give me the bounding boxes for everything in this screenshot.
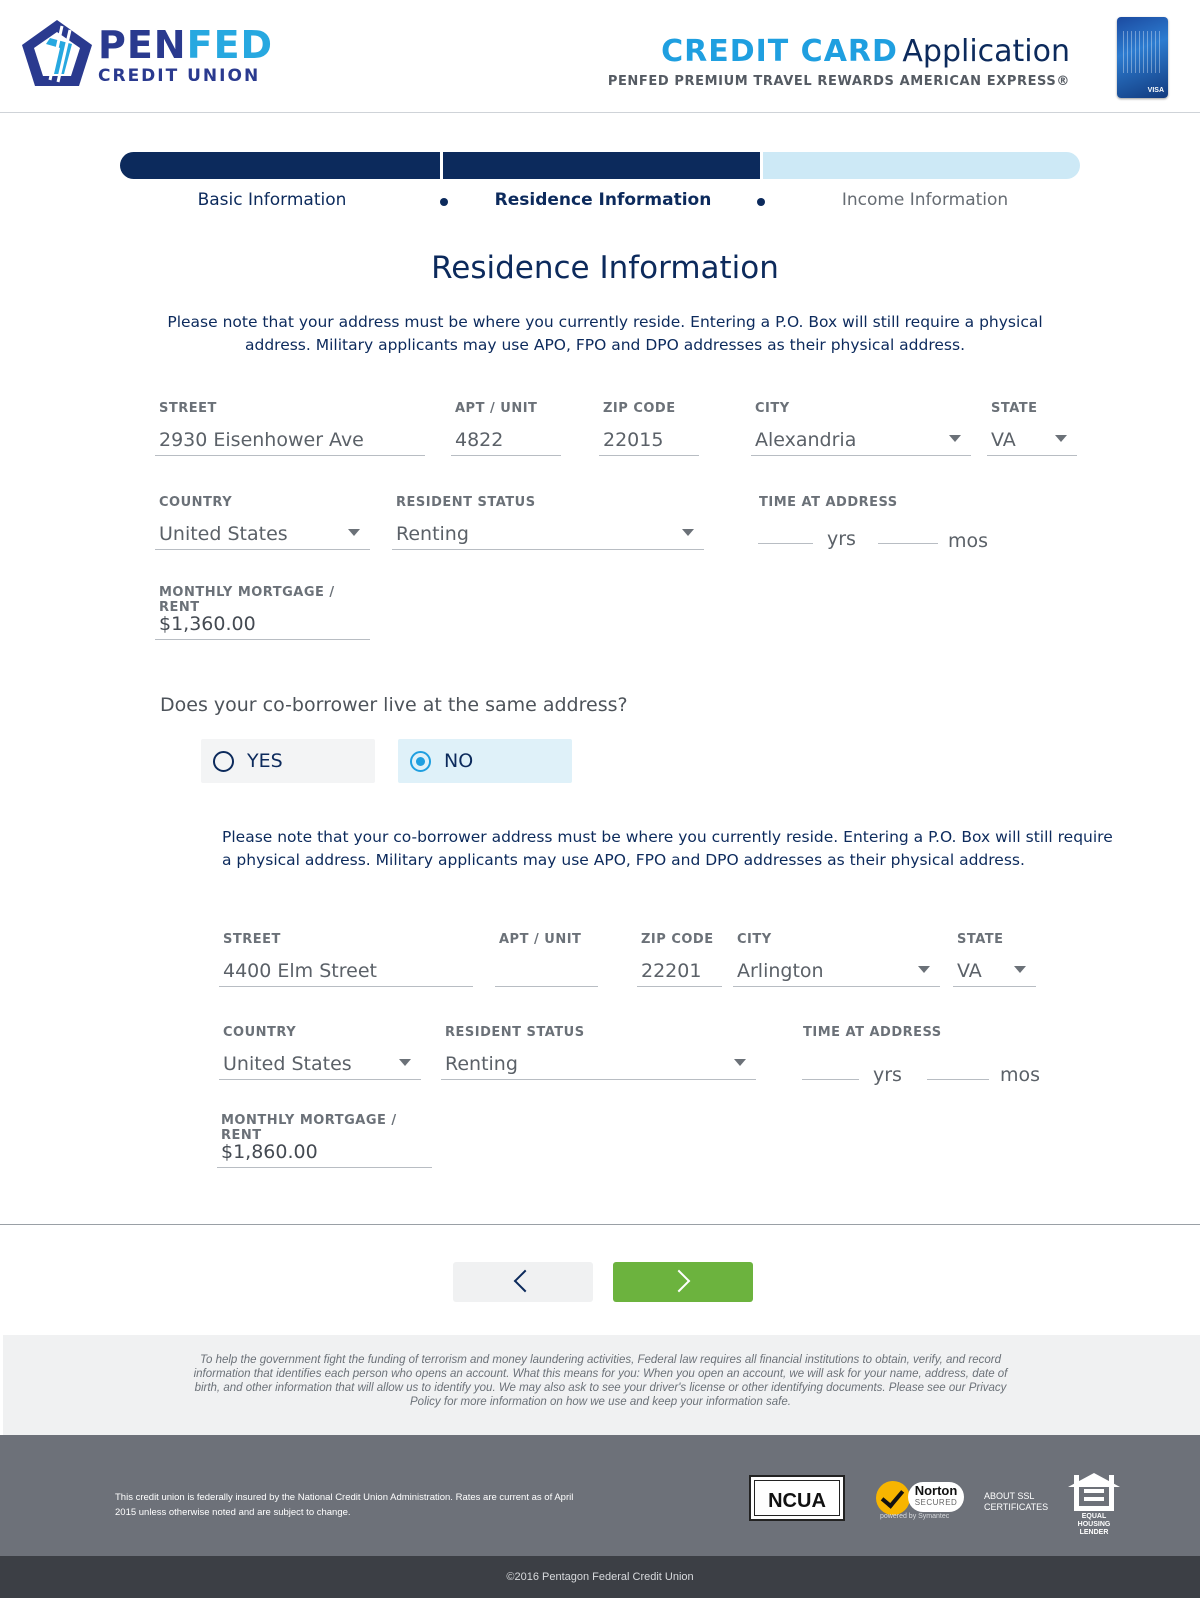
dropdown-caret-icon <box>1014 966 1026 973</box>
norton-powered-by: powered by Symantec <box>880 1513 950 1520</box>
coborrower-years-unit: yrs <box>873 1064 902 1086</box>
radio-yes-label: YES <box>247 750 283 772</box>
equal-housing-text <box>1068 1513 1120 1537</box>
step-residence-information[interactable]: Residence Information <box>494 190 712 210</box>
insurance-disclaimer: This credit union is federally insured by the National Credit Union Administration. Rates are current as of April 2015 unless otherwise noted and are subject to change. <box>115 1492 574 1518</box>
coborrower-resident-status-value: Renting <box>445 1053 518 1075</box>
coborrower-street-label: STREET <box>223 932 281 947</box>
city-select[interactable] <box>751 427 971 456</box>
logo-credit-union-text: CREDIT UNION <box>98 66 261 86</box>
copyright: ©2016 Pentagon Federal Credit Union <box>0 1556 1200 1598</box>
zip-label: ZIP CODE <box>603 401 676 416</box>
page-header <box>0 0 1200 113</box>
coborrower-months-unit: mos <box>1000 1064 1041 1086</box>
country-select[interactable] <box>155 521 370 550</box>
radio-icon <box>213 751 234 772</box>
ssl-line-2: CERTIFICATES <box>984 1502 1049 1512</box>
resident-status-value: Renting <box>396 523 469 545</box>
coborrower-rent-label: MONTHLY MORTGAGE / RENT <box>221 1113 397 1143</box>
coborrower-resident-status-label: RESIDENT STATUS <box>445 1025 585 1040</box>
back-button[interactable] <box>453 1262 593 1302</box>
country-label: COUNTRY <box>159 495 233 510</box>
resident-status-label: RESIDENT STATUS <box>396 495 536 510</box>
step-income-information: Income Information <box>841 190 1009 210</box>
coborrower-zip-input[interactable]: 22201 <box>637 958 722 987</box>
radio-no[interactable] <box>398 739 572 783</box>
coborrower-country-field <box>219 1025 421 1080</box>
months-input[interactable] <box>878 543 938 544</box>
dropdown-caret-icon <box>918 966 930 973</box>
divider <box>0 1224 1200 1225</box>
ncua-badge-icon[interactable] <box>749 1475 845 1521</box>
coborrower-city-field <box>733 932 940 987</box>
street-field <box>155 401 425 456</box>
step-basic-information[interactable]: Basic Information <box>197 190 347 210</box>
coborrower-rent-input[interactable]: $1,860.00 <box>217 1139 432 1168</box>
step-separator-dot <box>757 198 765 206</box>
ehl-line-2: LENDER <box>1079 1529 1109 1536</box>
city-value: Alexandria <box>755 429 857 451</box>
logo-pen-text: PEN <box>98 23 187 67</box>
coborrower-state-select[interactable] <box>953 958 1036 987</box>
coborrower-rent-field <box>217 1113 432 1168</box>
progress-bar <box>120 152 1080 179</box>
address-note: Please note that your address must be where you currently reside. Entering a P.O. Box will still require a physical address. Military applicants may use APO, FPO and DPO addresses as their physical address. <box>167 313 1043 354</box>
ehl-line-1: EQUAL HOUSING <box>1077 1513 1111 1528</box>
city-label: CITY <box>755 401 790 416</box>
ncua-text: NCUA <box>768 1490 826 1512</box>
zip-field <box>599 401 699 456</box>
norton-secured-icon[interactable] <box>876 1475 968 1521</box>
years-input[interactable] <box>758 543 813 544</box>
dropdown-caret-icon <box>1055 435 1067 442</box>
equal-housing-icon <box>1068 1475 1120 1536</box>
dropdown-caret-icon <box>399 1059 411 1066</box>
resident-status-select[interactable] <box>392 521 704 550</box>
rent-input[interactable]: $1,360.00 <box>155 611 370 640</box>
coborrower-state-field <box>953 932 1036 987</box>
logo-fed-text: FED <box>186 23 274 67</box>
footer <box>0 1435 1200 1556</box>
months-unit: mos <box>948 530 989 552</box>
dropdown-caret-icon <box>949 435 961 442</box>
coborrower-resident-status-field <box>441 1025 756 1080</box>
resident-status-field <box>392 495 704 550</box>
coborrower-apt-label: APT / UNIT <box>499 932 582 947</box>
state-field <box>987 401 1077 456</box>
coborrower-street-field <box>219 932 473 987</box>
next-button[interactable] <box>613 1262 753 1302</box>
zip-input[interactable]: 22015 <box>599 427 699 456</box>
norton-title: Norton <box>914 1483 958 1498</box>
application-title <box>661 34 1070 69</box>
radio-icon <box>410 751 431 772</box>
apt-field <box>451 401 561 456</box>
roof-shape <box>1068 1473 1120 1487</box>
dropdown-caret-icon <box>348 529 360 536</box>
coborrower-question: Does your co-borrower live at the same address? <box>160 694 628 716</box>
radio-no-label: NO <box>444 750 474 772</box>
coborrower-apt-field <box>495 932 598 987</box>
norton-seal <box>908 1482 964 1512</box>
penfed-logo[interactable] <box>20 18 320 93</box>
rent-field <box>155 585 370 640</box>
state-label: STATE <box>991 401 1038 416</box>
coborrower-time-at-address-field <box>799 1025 1059 1045</box>
coborrower-years-input[interactable] <box>802 1079 859 1080</box>
coborrower-months-input[interactable] <box>927 1079 989 1080</box>
city-field <box>751 401 971 456</box>
about-ssl-link[interactable] <box>984 1491 1048 1513</box>
norton-sub: SECURED <box>914 1498 958 1507</box>
dropdown-caret-icon <box>734 1059 746 1066</box>
street-label: STREET <box>159 401 217 416</box>
coborrower-country-label: COUNTRY <box>223 1025 297 1040</box>
time-at-address-field <box>755 495 1015 515</box>
disclosure-text: To help the government fight the funding of terrorism and money laundering activities, Federal law requires all financial institutions to obtain, verify, and record information that identifies each person who opens an account. What this means for you: When you open an account, we will ask for your name, address, date of birth, and other information that will allow us to identify you. We may also ask to see your driver's license or other identifying documents. Please see our Privacy Policy for more information on how we use and keep your information safe. <box>193 1354 1008 1408</box>
coborrower-country-value: United States <box>223 1053 352 1075</box>
card-product-name: PENFED PREMIUM TRAVEL REWARDS AMERICAN EXPRESS® <box>607 74 1070 89</box>
coborrower-street-input[interactable]: 4400 Elm Street <box>219 958 473 987</box>
norton-check-icon <box>876 1481 910 1515</box>
coborrower-state-value: VA <box>957 960 982 982</box>
coborrower-time-at-address-label: TIME AT ADDRESS <box>803 1025 942 1040</box>
page-title: Residence Information <box>431 250 779 286</box>
title-application: Application <box>902 34 1070 69</box>
dropdown-caret-icon <box>682 529 694 536</box>
apt-input[interactable]: 4822 <box>451 427 561 456</box>
patriot-act-disclosure <box>3 1335 1200 1435</box>
radio-yes[interactable] <box>201 739 375 783</box>
credit-card-image <box>1117 17 1168 98</box>
rent-label: MONTHLY MORTGAGE / RENT <box>159 585 335 615</box>
title-credit-card: CREDIT CARD <box>661 34 898 69</box>
card-brand: VISA <box>1147 87 1164 94</box>
state-value: VA <box>991 429 1016 451</box>
country-field <box>155 495 370 550</box>
coborrower-zip-label: ZIP CODE <box>641 932 714 947</box>
country-value: United States <box>159 523 288 545</box>
equal-sign-shape <box>1084 1489 1104 1501</box>
coborrower-country-select[interactable] <box>219 1051 421 1080</box>
chevron-left-icon <box>514 1270 537 1293</box>
progress-segment-residence <box>443 152 760 179</box>
years-unit: yrs <box>827 528 856 550</box>
progress-segment-basic <box>120 152 440 179</box>
apt-label: APT / UNIT <box>455 401 538 416</box>
coborrower-resident-status-select[interactable] <box>441 1051 756 1080</box>
ssl-line-1: ABOUT SSL <box>984 1491 1035 1501</box>
coborrower-city-label: CITY <box>737 932 772 947</box>
coborrower-state-label: STATE <box>957 932 1004 947</box>
coborrower-zip-field <box>637 932 722 987</box>
chevron-right-icon <box>668 1270 691 1293</box>
time-at-address-label: TIME AT ADDRESS <box>759 495 898 510</box>
street-input[interactable]: 2930 Eisenhower Ave <box>155 427 425 456</box>
progress-segment-income <box>763 152 1080 179</box>
coborrower-city-select[interactable] <box>733 958 940 987</box>
coborrower-address-note: Please note that your co-borrower address must be where you currently reside. Entering a P.O. Box will still require a physical address. Military applicants may use APO, FPO and DPO addresses as their physical address. <box>222 828 1113 869</box>
penfed-logo-icon <box>20 18 94 88</box>
state-select[interactable] <box>987 427 1077 456</box>
card-pattern <box>1123 31 1162 73</box>
coborrower-city-value: Arlington <box>737 960 824 982</box>
coborrower-apt-input[interactable] <box>495 958 598 987</box>
